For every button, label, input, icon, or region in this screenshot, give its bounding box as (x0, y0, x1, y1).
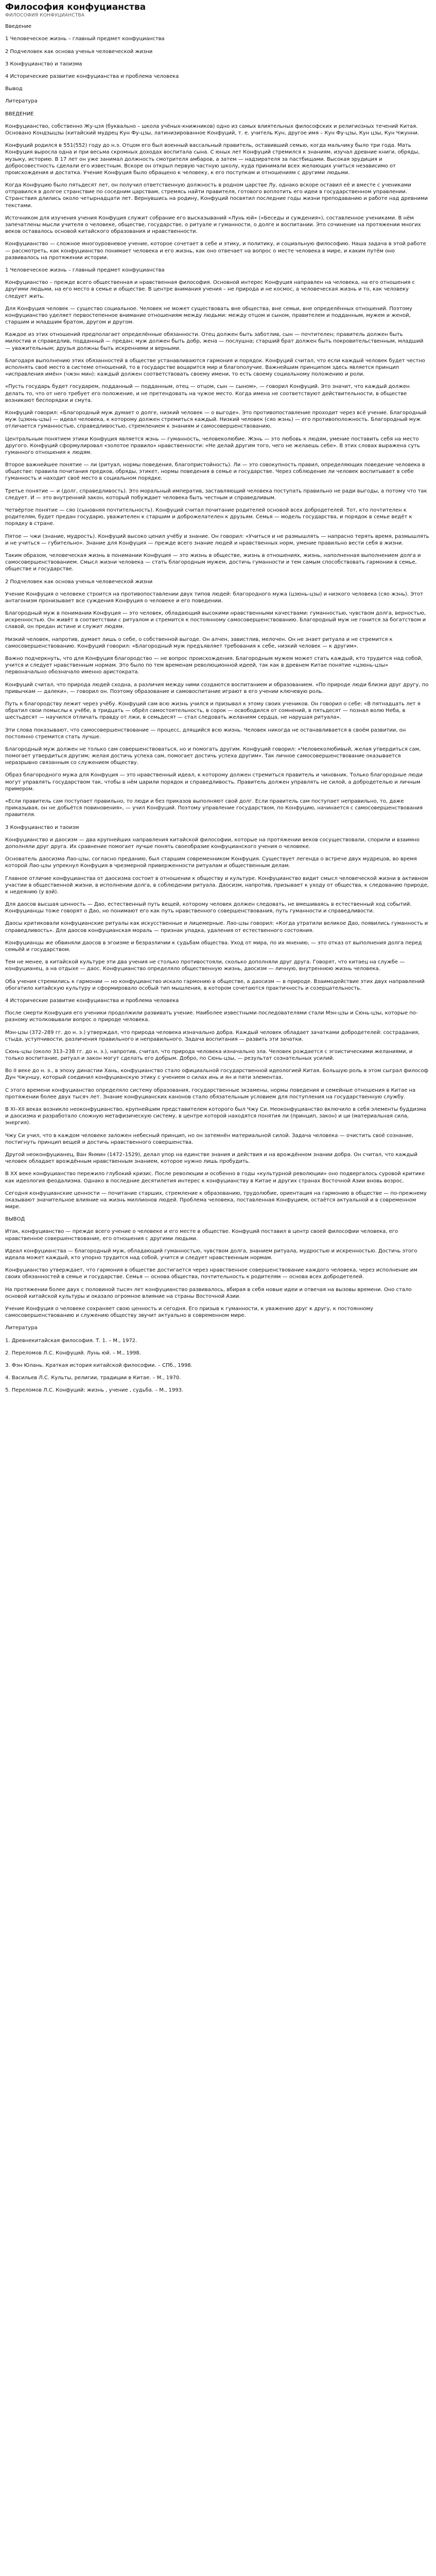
toc-item: 3 Конфуцианство и таоизмa (5, 61, 82, 67)
paragraph: Главное отличие конфуцианства от даосизма состоит в отношении к обществу и культуре. Конфуцианство видит смысл человеческой жизни в активном участии в общественной жизни, в исполнении долга, в соблюдении ритуала. Даосизм, напротив, призывает к уходу от общества, к следованию природе, к недеянию (у вэй). (5, 875, 429, 895)
paragraph: Конфуцианство, собственно Жу-цзя (буквально – школа учёных-книжников) одно из самых влиятельных философских и религиозных течений Китая. Основано Кондзыцзы (китайский мудрец Кун Фу-цзы, латинизированное Конфуций, т. е. учитель Кун, другое имя – Кун Фу-цзы, Кун цзы, Кун Чжунни. (5, 123, 420, 136)
paragraph: Другой неоконфуцианец, Ван Янмин (1472–1529), делал упор на единстве знания и действия и на врождённом знании добра. Он считал, что каждый человек обладает врождённым нравственным знанием, которое нужно лишь пробудить. (5, 1151, 417, 1165)
toc-item: 2 Подчеловек как основа ученья человеческой жизни (5, 48, 153, 55)
paragraph: Четвёртое понятие — сяо (сыновняя почтительность). Конфуций считал почитание родителей основой всех добродетелей. Тот, кто почтителен к родителям, будет предан государю, уважителен к старшим и доброжелателен к друзьям. Семья — модель государства, и порядок в семье ведёт к порядку в стране. (5, 507, 412, 527)
paragraph: Учение Конфуция о человеке сохраняет свою ценность и сегодня. Его призыв к гуманности, к уважению друг к другу, к постоянному самосовершенствованию и служению обществу звучит актуально в современном мире. (5, 1306, 373, 1319)
paragraph: Сегодня конфуцианские ценности — почитание старших, стремление к образованию, трудолюбие, ориентация на гармонию в обществе — по-прежнему оказывают значительное влияние на жизнь миллионов людей. Проблема человека, поставленная Конфуцием, остаётся актуальной и в современном мире. (5, 1190, 427, 1210)
document-subtitle: ФИЛОСОФИЯ КОНФУЦИАНСТВА (5, 13, 85, 19)
paragraph: Учение Конфуция о человеке строится на противопоставлении двух типов людей: благородного мужа (цзюнь-цзы) и низкого человека (сяо жэнь). Этот антагонизм пронизывает все суждения Конфуция о человеке и его поведении. (5, 591, 423, 604)
paragraph: Мэн-цзы (372–289 гг. до н. э.) утверждал, что природа человека изначально добра. Каждый человек обладает зачатками добродетелей: сострадания, стыда, уступчивости, различения правильного и неправильного. Задача воспитания — развить эти зачатки. (5, 1029, 420, 1042)
section1-heading: 1 Человеческое жизнь – главный предмет конфуцианства (5, 267, 165, 273)
paragraph: Итак, конфуцианство — прежде всего учение о человеке и его месте в обществе. Конфуций поставил в центр своей философии человека, его нравственное совершенствование, его отношения с другими людьми. (5, 1229, 398, 1242)
section2-heading: 2 Подчеловек как основа ученья человеческой жизни (5, 579, 153, 585)
paragraph: Конфуций говорил: «Благородный муж думает о долге, низкий человек — о выгоде». Это противопоставление проходит через всё учение. Благородный муж (цзюнь-цзы) — идеал человека, к которому должен стремиться каждый. Низкий человек (сяо жэнь) — его противоположность. Благородный муж отличается гуманностью, справедливостью, стремлением к знаниям и самосовершенствованию. (5, 410, 427, 430)
table-of-contents (5, 36, 430, 105)
paragraph: Идеал конфуцианства — благородный муж, обладающий гуманностью, чувством долга, знанием ритуала, мудростью и искренностью. Достичь этого идеала может каждый, кто упорно трудится над собой, учится и следует нравственным нормам. (5, 1248, 417, 1261)
paragraph: Благодаря выполнению этих обязанностей в обществе устанавливаются гармония и порядок. Конфуций считал, что если каждый человек будет честно исполнять своё место в системе отношений, то в государстве воцарится мир и благополучие. Важнейшим принципом здесь является принцип «исправления имён» (чжэн мин): каждый должен соответствовать своему имени, то есть своему социальному положению и роли. (5, 358, 425, 378)
paragraph: Низкий человек, напротив, думает лишь о себе, о собственной выгоде. Он алчен, завистлив, мелочен. Он не знает ритуала и не стремится к самосовершенствованию. Конфуций говорил: «Благородный муж предъявляет требования к себе, низкий человек — к другим». (5, 636, 393, 649)
paragraph: Второе важнейшее понятие — ли (ритуал, нормы поведения, благопристойность). Ли — это совокупность правил, определяющих поведение человека в обществе: правила почитания предков, обряды, этикет, нормы поведения в семье и государстве. Через соблюдение ли человек воспитывает в себе гуманность и находит своё место в социальном порядке. (5, 462, 425, 482)
paragraph: Сюнь-цзы (около 313–238 гг. до н. э.), напротив, считал, что природа человека изначально зла. Человек рождается с эгоистическими желаниями, и только воспитание, ритуал и закон могут сделать его добрым. Добро, по Сюнь-цзы, — результат сознательных усилий. (5, 1048, 413, 1062)
paragraph: Каждое из этих отношений предполагает определённые обязанности. Отец должен быть заботлив, сын — почтителен; правитель должен быть милостив и справедлив, подданный — предан; муж должен быть добр, жена — послушна; старший брат должен быть покровительственным, младший — уважительным; друзья должны быть искренними и верными. (5, 332, 424, 351)
section4-body (5, 1010, 430, 1210)
paragraph: Благородный муж в понимании Конфуция — это человек, обладающий высокими нравственными качествами: гуманностью, чувством долга, верностью, искренностью. Он живёт в соответствии с ритуалом и стремится к постоянному самосовершенствованию. Благородный муж не гонится за богатством и славой, он предан истине и служит людям. (5, 611, 426, 630)
bibliography-item: 1. Древнекитайская философия. Т. 1. – М., 1972. (5, 1337, 137, 1344)
intro-label: Введение (5, 24, 32, 30)
paragraph: Конфуций родился в 551(552) году до н.э. Отцом его был военный вассальный правитель, оставивший семью, когда мальчику было три года. Мать Конфуция выросла одна и при весьма скромных доходах воспитала сына. С юных лет Конфуций стремился к знаниям, изучал древние книги, обряды, музыку, историю. В 17 лет он уже занимал должность смотрителя амбаров, а затем — надзирателя за пастбищами. Высокая эрудиция и добросовестность сделали его известным. Вскоре он открыл первую частную школу, куда принимали всех желающих учиться независимо от происхождения и достатка. Учение Конфуция было обращено к человеку, к его поступкам и отношениям с другими людьми. (5, 143, 420, 176)
section3-heading: 3 Конфуцианство и таоизм (5, 824, 79, 831)
paragraph: «Пусть государь будет государем, подданный — подданным, отец — отцом, сын — сыном», — говорил Конфуций. Это значит, что каждый должен делать то, что от него требует его положение, и не претендовать на чужое место. Когда имена не соответствуют действительности, в обществе возникают беспорядки и смута. (5, 384, 410, 403)
paragraph: Чжу Си учил, что в каждом человеке заложен небесный принцип, но он затемнён материальной силой. Задача человека — очистить своё сознание, постигнуть принцип вещей и достичь нравственного совершенства. (5, 1132, 413, 1145)
paragraph: Образ благородного мужа для Конфуция — это нравственный идеал, к которому должен стремиться правитель и чиновник. Только благородные люди могут управлять государством так, чтобы в нём царили порядок и справедливость. Правитель должен управлять не силой, а добродетелью и личным примером. (5, 772, 423, 792)
paragraph: Пятое — чжи (знание, мудрость). Конфуций высоко ценил учёбу и знание. Он говорил: «Учиться и не размышлять — напрасно терять время, размышлять и не учиться — губительно». Знание для Конфуция — прежде всего знание людей и нравственных норм, умение правильно вести себя в жизни. (5, 533, 429, 546)
paragraph: Центральным понятием этики Конфуция является жэнь — гуманность, человеколюбие. Жэнь — это любовь к людям, умение поставить себя на место другого. Конфуций сформулировал «золотое правило» нравственности: «Не делай другим того, чего не желаешь себе». В этих словах выражена суть гуманного отношения к людям. (5, 436, 420, 455)
section1-body (5, 279, 430, 572)
bibliography-item: 3. Фэн Юлань. Краткая история китайской философии. – СПб., 1998. (5, 1362, 193, 1368)
toc-item: Литература (5, 98, 38, 105)
conclusion-heading: ВЫВОД (5, 1216, 25, 1223)
paragraph: Конфуцианство — сложное многоуровневое учение, которое сочетает в себе и этику, и политику, и социальную философию. Наша задача в этой работе — рассмотреть, как конфуцианство понимает человека и его жизнь, как оно отвечает на вопрос о месте человека в мире, и каким путём оно развивалось на протяжении истории. (5, 241, 426, 261)
paragraph: «Если правитель сам поступает правильно, то люди и без приказов выполняют свой долг. Если правитель сам поступает неправильно, то, даже приказывая, он не добьётся повиновения», — учил Конфуций. Поэтому управление государством, по Конфуцию, начинается с самосовершенствования правителя. (5, 799, 423, 818)
paragraph: Для Конфуция человек — существо социальное. Человек не может существовать вне общества, вне семьи, вне определённых отношений. Поэтому конфуцианство уделяет первостепенное внимание отношениям между людьми: между отцом и сыном, правителем и подданным, мужем и женой, старшим и младшим братом, другом и другом. (5, 306, 412, 326)
paragraph: Таким образом, человеческая жизнь в понимании Конфуция — это жизнь в обществе, жизнь в отношениях, жизнь, наполненная выполнением долга и самосовершенствованием. Смысл жизни человека — стать благородным мужем, достичь гуманности и тем самым способствовать гармонии в семье, обществе и государстве. (5, 552, 421, 572)
paragraph: Конфуцианство и даосизм — два крупнейших направления китайской философии, которые на протяжении веков сосуществовали, спорили и взаимно дополняли друг друга. Их сравнение помогает лучше понять своеобразие конфуцианского учения о человеке. (5, 837, 420, 850)
paragraph: На протяжении более двух с половиной тысяч лет конфуцианство развивалось, вбирая в себя новые идеи и отвечая на вызовы времени. Оно стало основой китайской культуры и оказало огромное влияние на страны Восточной Азии. (5, 1286, 412, 1299)
paragraph: В XI–XII веках возникло неоконфуцианство, крупнейшим представителем которого был Чжу Си. Неоконфуцианство включило в себя элементы буддизма и даосизма и разработало сложную метафизическую систему, в центре которой находятся понятия ли (принцип, закон) и ци (материальная сила, энергия). (5, 1107, 426, 1126)
bibliography-heading: Литература (5, 1325, 38, 1331)
paragraph: Даосы критиковали конфуцианские ритуалы как искусственные и лицемерные. Лао-цзы говорил: «Когда утратили великое Дао, появились гуманность и справедливость». Для даосов конфуцианская мораль — признак упадка, удаления от естественного состояния. (5, 921, 428, 934)
section4-heading: 4 Исторические развитие конфуцианства и проблема человека (5, 997, 179, 1004)
paragraph: В XX веке конфуцианство пережило глубокий кризис. После революции и особенно в годы «культурной революции» оно подвергалось суровой критике как идеология феодализма. Однако в последние десятилетия интерес к конфуцианству в Китае и других странах Восточной Азии вновь возрос. (5, 1171, 425, 1184)
paragraph: Конфуцианство – прежде всего общественная и нравственная философия. Основной интерес Конфуция направлен на человека, на его отношения с другими людьми, на его место в семье и обществе. В центре внимания учения – не природа и не космос, а человеческая жизнь и то, как человеку следует жить. (5, 280, 415, 299)
paragraph: Тем не менее, в китайской культуре эти два учения не столько противостояли, сколько дополняли друг друга. Говорят, что китаец на службе — конфуцианец, а на отдыхе — даос. Конфуцианство определяло общественную жизнь, даосизм — личную, внутреннюю жизнь человека. (5, 959, 405, 972)
toc-item: 1 Человеческое жизнь – главный предмет конфуцианства (5, 36, 165, 42)
paragraph: Третье понятие — и (долг, справедливость). Это моральный императив, заставляющий человека поступать правильно не ради выгоды, а потому что так следует. И — это внутренний закон, который побуждает человека быть честным и справедливым. (5, 488, 427, 501)
conclusion-body (5, 1228, 430, 1319)
bibliography-item: 2. Переломов Л.С. Конфуций. Лунь юй. – М., 1998. (5, 1350, 141, 1356)
paragraph: Благородный муж должен не только сам совершенствоваться, но и помогать другим. Конфуций говорил: «Человеколюбивый, желая утвердиться сам, помогает утвердиться другим; желая достичь успеха сам, помогает достичь успеха другим». Так личное самосовершенствование оказывается неразрывно связанным со служением обществу. (5, 746, 421, 766)
paragraph: Основатель даосизма Лао-цзы, согласно преданию, был старшим современником Конфуция. Существует легенда о встрече двух мудрецов, во время которой Лао-цзы упрекнул Конфуция в чрезмерной приверженности ритуалам и общественным делам. (5, 856, 417, 869)
section3-body (5, 837, 430, 992)
section2-body (5, 591, 430, 819)
toc-item: 4 Исторические развитие конфуцианства и проблема человека (5, 74, 179, 80)
paragraph: Источником для изучения учения Конфуция служит собрание его высказываний «Лунь юй» («Беседы и суждения»), составленное учениками. В нём запечатлены мысли учителя о человеке, обществе, государстве, о ритуале и гуманности, о долге и воспитании. Это сочинение на протяжении многих веков оставалось основой китайского образования и нравственности. (5, 215, 421, 235)
paragraph: Когда Конфуцию было пятьдесят лет, он получил ответственную должность в родном царстве Лу, однако вскоре оставил её и вместе с учениками отправился в долгое странствие по соседним царствам, стремясь найти правителя, готового воплотить его идеи в государственном управлении. Странствия длились около четырнадцати лет. Вернувшись на родину, Конфуций посвятил последние годы жизни преподаванию и работе над древними текстами. (5, 182, 428, 209)
paragraph: Эти слова показывают, что самосовершенствование — процесс, длящийся всю жизнь. Человек никогда не останавливается в своём развитии, он постоянно стремится стать лучше. (5, 727, 406, 740)
paragraph: Во II веке до н. э., в эпоху династии Хань, конфуцианство стало официальной государственной идеологией Китая. Большую роль в этом сыграл философ Дун Чжуншу, который соединил конфуцианскую этику с учением о силах инь и ян и пяти элементах. (5, 1068, 428, 1081)
bibliography-item: 5. Переломов Л.С. Конфуций: жизнь , учение , судьба. – М., 1993. (5, 1387, 184, 1394)
paragraph: Конфуций считал, что природа людей сходна, а различия между ними создаются воспитанием и образованием. «По природе люди близки друг другу, по привычкам — далеки», — говорил он. Поэтому образование и самовоспитание играют в его учении ключевую роль. (5, 682, 429, 694)
paragraph: Путь к благородству лежит через учёбу. Конфуций сам всю жизнь учился и призывал к этому своих учеников. Он говорил о себе: «В пятнадцать лет я обратил свои помыслы к учёбе, в тридцать — обрёл самостоятельность, в сорок — освободился от сомнений, в пятьдесят — познал волю Неба, в шестьдесят — научился отличать правду от лжи, в семьдесят — стал следовать желаниям сердца, не нарушая ритуала». (5, 701, 421, 721)
paragraph: Конфуцианцы же обвиняли даосов в эгоизме и безразличии к судьбам общества. Уход от мира, по их мнению, — это отказ от выполнения долга перед семьёй и государством. (5, 940, 422, 953)
intro-section (5, 123, 430, 261)
intro-heading: ВВЕДЕНИЕ (5, 111, 34, 117)
paragraph: После смерти Конфуция его ученики продолжили развивать учение. Наиболее известными последователями стали Мэн-цзы и Сюнь-цзы, которые по-разному истолковывали вопрос о природе человека. (5, 1010, 418, 1023)
paragraph: С этого времени конфуцианство определяло систему образования, государственные экзамены, нормы поведения и семейные отношения в Китае на протяжении более двух тысяч лет. Знание конфуцианских канонов стало обязательным условием для поступления на государственную службу. (5, 1087, 416, 1100)
paragraph: Оба учения стремились к гармонии — но конфуцианство искало гармонию в обществе, а даосизм — в природе. Взаимодействие этих двух направлений обогатило китайскую культуру и сформировало особый тип мышления, в котором сочетаются практичность и созерцательность. (5, 978, 425, 991)
paragraph: Конфуцианство утверждает, что гармония в обществе достигается через нравственное совершенствование каждого человека, через исполнение им своих обязанностей в семье и государстве. Семья — основа общества, почтительность к родителям — основа всех добродетелей. (5, 1267, 417, 1280)
bibliography-item: 4. Васильев Л.С. Культы, религии, традиции в Китае. – М., 1970. (5, 1375, 181, 1381)
document-title: Философия конфуцианства (5, 2, 146, 12)
bibliography-list (5, 1337, 430, 1394)
paragraph: Для даосов высшая ценность — Дао, естественный путь вещей, которому человек должен следовать, не вмешиваясь в естественный ход событий. Конфуцианцы тоже говорят о Дао, но понимают его как путь нравственного совершенствования, путь гуманности и справедливости. (5, 902, 412, 914)
toc-item: Вывод (5, 86, 23, 92)
paragraph: Важно подчеркнуть, что для Конфуция благородство — не вопрос происхождения. Благородным мужем может стать каждый, кто трудится над собой, учится и следует нравственным нормам. Это было по тем временам революционной идеей, так как в древнем Китае понятие «цзюнь-цзы» первоначально обозначало именно аристократа. (5, 656, 423, 675)
